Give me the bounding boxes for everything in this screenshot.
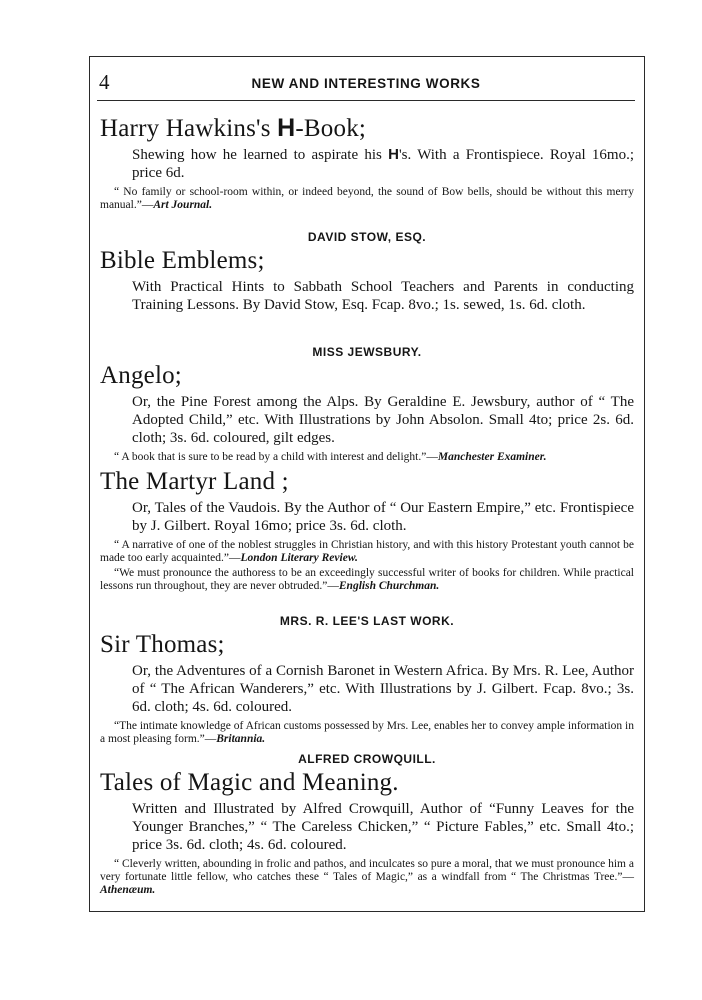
author-heading: MRS. R. LEE'S LAST WORK. — [279, 614, 455, 628]
review-quote — [100, 858, 634, 897]
book-description: Written and Illustrated by Alfred Crowquill, Author of “Funny Leaves for the Younger Branches,” “ The Careless Chicken,” “ Picture Fables,” etc. Small 4to.; price 3s. 6d. cloth; 4s. 6d. coloured. — [132, 801, 634, 853]
book-entry-tales-of-magic — [100, 752, 634, 897]
book-title: Angelo; — [100, 362, 182, 389]
running-title: NEW AND INTERESTING WORKS — [251, 76, 481, 91]
book-title-h-glyph: H — [277, 114, 296, 142]
page-header — [96, 72, 636, 96]
book-description: Or, Tales of the Vaudois. By the Author of “ Our Eastern Empire,” etc. Frontispiece by J. Gilbert. Royal 16mo; price 3s. 6d. cloth. — [132, 500, 634, 534]
review-text: “We must pronounce the authoress to be an exceedingly successful writer of books for children. While practical lessons run throughout, they are never obtruded.”— — [100, 567, 634, 592]
book-title-part: -Book; — [295, 115, 367, 142]
book-description-h-glyph: H — [388, 146, 399, 163]
review-quote — [100, 567, 634, 593]
review-source: Art Journal. — [153, 199, 213, 211]
author-heading: DAVID STOW, ESQ. — [307, 230, 427, 244]
book-entry-sir-thomas — [100, 614, 634, 746]
review-source: Athenæum. — [100, 884, 156, 896]
book-title: The Martyr Land ; — [100, 468, 289, 495]
book-description — [132, 146, 634, 182]
review-text: “ A book that is sure to be read by a child with interest and delight.”— — [114, 451, 438, 463]
book-title: Sir Thomas; — [100, 631, 225, 658]
book-title-part: Harry Hawkins's — [100, 115, 278, 142]
book-title: Bible Emblems; — [100, 247, 265, 274]
review-text: “ A narrative of one of the noblest struggles in Christian history, and with this history Protestant youth cannot be made too early acquainted.”— — [100, 539, 634, 564]
review-quote — [100, 720, 634, 746]
review-text: “ No family or school-room within, or indeed beyond, the sound of Bow bells, should be without this merry manual.”— — [100, 186, 634, 211]
book-description: With Practical Hints to Sabbath School Teachers and Parents in conducting Training Lessons. By David Stow, Esq. Fcap. 8vo.; 1s. sewed, 1s. 6d. cloth. — [132, 279, 634, 313]
header-rule — [97, 100, 635, 101]
book-description-part: 's. With a Frontispiece. Royal 16mo.; price 6d. — [132, 147, 634, 181]
book-entry-martyr-land — [100, 467, 634, 593]
book-description: Or, the Pine Forest among the Alps. By Geraldine E. Jewsbury, author of “ The Adopted Child,” etc. With Illustrations by John Absolon. Small 4to; price 2s. 6d. cloth; 3s. 6d. coloured, gilt edges. — [132, 394, 634, 446]
review-text: “ Cleverly written, abounding in frolic and pathos, and inculcates so pure a moral, that we must pronounce him a very fortunate little fellow, who catches these “ Tales of Magic,” as a windfall from “ The Christmas Tree.”— — [100, 858, 634, 883]
book-title — [100, 113, 634, 144]
review-source: English Churchman. — [338, 580, 440, 592]
book-title: Tales of Magic and Meaning. — [100, 769, 399, 796]
book-description-part: Shewing how he learned to aspirate his — [132, 147, 389, 163]
review-source: Britannia. — [216, 733, 266, 745]
review-source: Manchester Examiner. — [437, 451, 547, 463]
review-quote — [100, 186, 634, 212]
review-source: London Literary Review. — [240, 552, 358, 564]
book-entry-harry-hawkins — [100, 113, 634, 212]
author-heading: MISS JEWSBURY. — [312, 345, 422, 359]
page-number: 4 — [99, 70, 110, 94]
book-entry-bible-emblems — [100, 230, 634, 314]
author-heading: ALFRED CROWQUILL. — [298, 752, 436, 766]
review-quote — [100, 539, 634, 565]
review-text: “The intimate knowledge of African customs possessed by Mrs. Lee, enables her to convey ample information in a most pleasing form.”— — [100, 720, 634, 745]
book-description: Or, the Adventures of a Cornish Baronet in Western Africa. By Mrs. R. Lee, Author of “ The African Wanderers,” etc. With Illustrations by J. Gilbert. Fcap. 8vo.; 3s. 6d. cloth; 4s. 6d. coloured. — [132, 663, 634, 715]
book-entry-angelo — [100, 345, 634, 464]
review-quote — [100, 451, 634, 464]
